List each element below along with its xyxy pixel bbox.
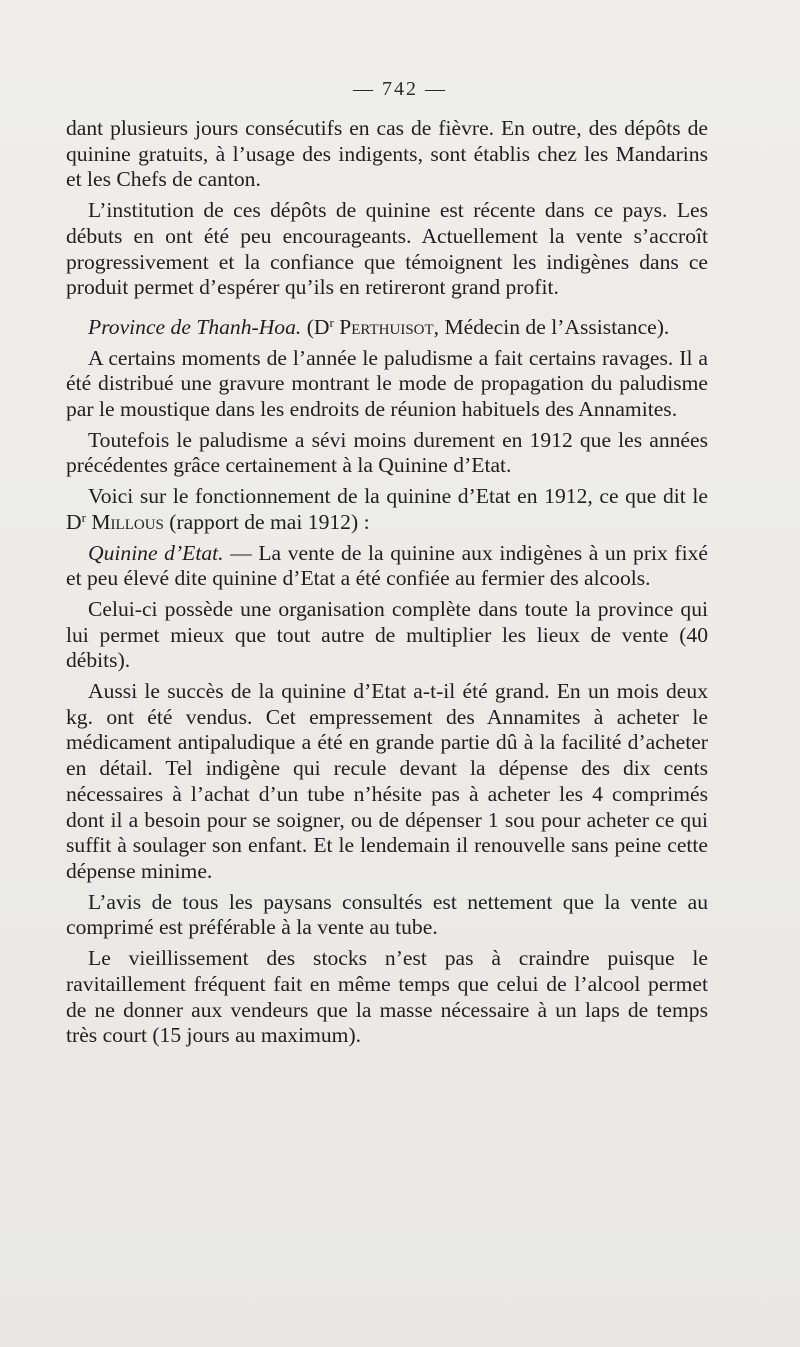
page-number: — 742 — xyxy=(353,78,447,100)
paragraph-11: Le vieillissement des stocks n’est pas à craindre puisque le ravitaillement fréquent fait en même temps que celui de l’alcool permet de ne donner aux vendeurs que la masse nécessaire à un laps de temps très court (15 jours au maximum). xyxy=(66,946,708,1048)
paragraph-4: A certains moments de l’année le paludisme a fait certains ravages. Il a été distribué une gravure montrant le mode de propagation du paludisme par le moustique dans les endroits de réunion habituels des Annamites. xyxy=(66,345,708,422)
paragraph-6-pre: Voici sur le fonctionnement de la quinine d’Etat en 1912, ce que dit le D xyxy=(66,484,708,534)
body-text xyxy=(66,116,708,1049)
doctor-name: Perthuisot xyxy=(339,314,434,339)
doctor-superscript: r xyxy=(81,509,86,525)
doctor-name: Millous xyxy=(91,509,164,534)
section-pre: (D xyxy=(301,314,330,339)
paragraph-9: Aussi le succès de la quinine d’Etat a-t-il été grand. En un mois deux kg. ont été vendus. Cet empressement des Annamites à acheter le médicament antipaludique a été en grande partie dû à la facilité d’acheter en détail. Tel indigène qui recule devant la dépense des dix cents nécessaires à l’achat d’un tube n’hésite pas à acheter les 4 comprimés dont il a besoin pour se soigner, ou de dépenser 1 sou pour acheter ce qui suffit à soulager son enfant. Et le lendemain il renouvelle sans peine cette dépense minime. xyxy=(66,679,708,883)
section-rest: , Médecin de l’Assistance). xyxy=(433,314,670,339)
paragraph-5: Toutefois le paludisme a sévi moins durement en 1912 que les années précédentes grâce certainement à la Quinine d’Etat. xyxy=(66,427,708,478)
paragraph-7-rest: — La vente de la quinine aux indigènes à un prix fixé et peu élevé dite quinine d’Etat a été confiée au fermier des alcools. xyxy=(66,540,709,591)
section-title: Province de Thanh-Hoa. xyxy=(88,314,302,339)
paragraph-1: dant plusieurs jours consécutifs en cas de fièvre. En outre, des dépôts de quinine gratuits, à l’usage des indigents, sont établis chez les Mandarins et les Chefs de canton. xyxy=(66,116,708,192)
paragraph-6-rest: (rapport de mai 1912) : xyxy=(163,509,370,534)
paragraph-6 xyxy=(66,479,708,535)
paragraph-10: L’avis de tous les paysans consultés est nettement que la vente au comprimé est préférable à la vente au tube. xyxy=(66,889,708,940)
subsection-title: Quinine d’Etat. xyxy=(88,540,224,565)
paragraph-2: L’institution de ces dépôts de quinine est récente dans ce pays. Les débuts en ont été peu encourageants. Actuellement la vente s’accroît progressivement et la confiance que témoignent les indigènes dans ce produit permet d’espérer qu’ils en retireront grand profit. xyxy=(66,198,708,300)
paragraph-8: Celui-ci possède une organisation complète dans toute la province qui lui permet mieux que tout autre de multiplier les lieux de vente (40 débits). xyxy=(66,596,708,673)
doctor-superscript: r xyxy=(329,314,334,330)
section-heading-thanh-hoa xyxy=(66,301,708,341)
paragraph-7 xyxy=(66,536,708,592)
